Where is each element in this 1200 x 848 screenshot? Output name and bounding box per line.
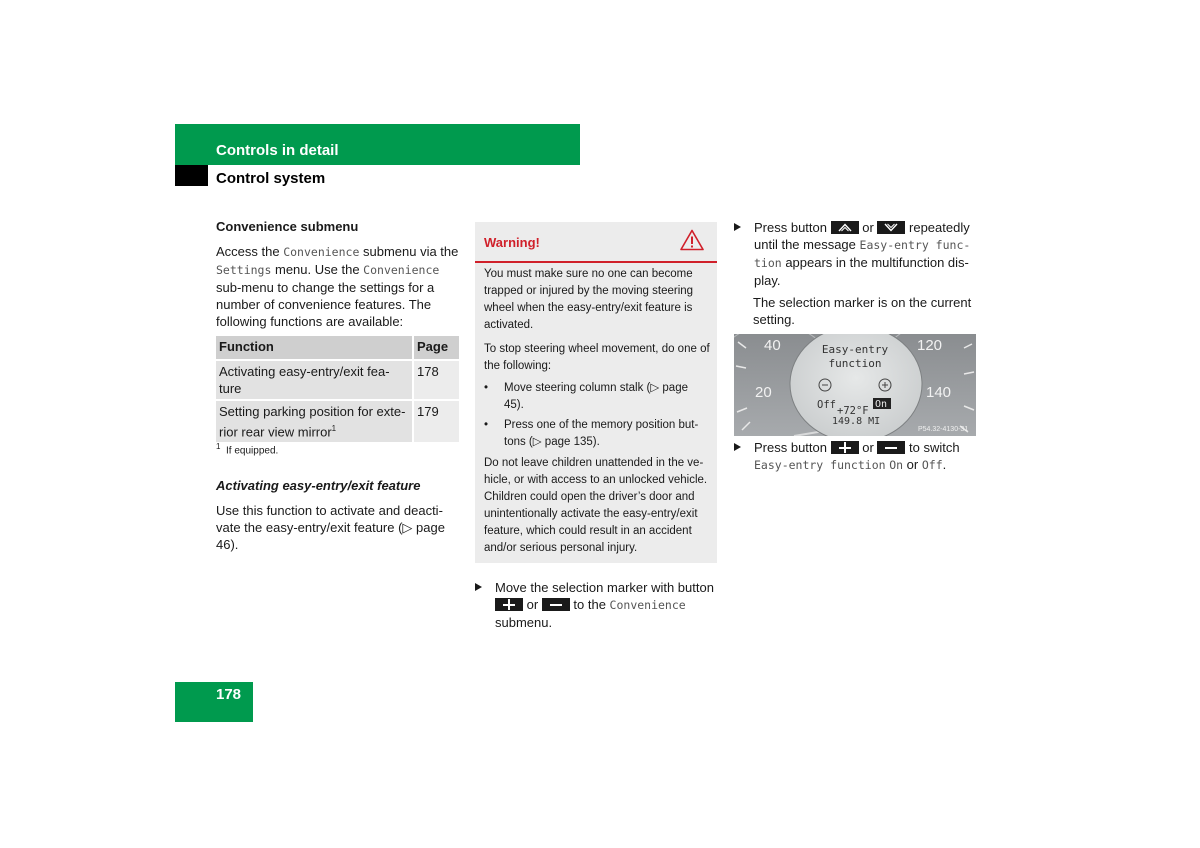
- function-table: [216, 336, 459, 442]
- minus-button-icon: [542, 598, 570, 611]
- table-cell-page: 179: [412, 399, 459, 442]
- intro-paragraph: Access the Convenience submenu via the Settings menu. Use the Convenience sub-menu to change the settings for a number of convenience features. The following functions are available:: [216, 244, 459, 329]
- step-arrow-icon: [734, 223, 741, 231]
- table-cell-function: Setting parking position for exte-rior rear view mirror$^1$: [216, 399, 412, 442]
- step-arrow-icon: [475, 583, 482, 591]
- speed-label: 20: [755, 384, 772, 401]
- page-number: 178: [216, 686, 242, 703]
- warning-title: Warning!: [484, 235, 540, 250]
- display-temperature: +72°F: [837, 405, 869, 417]
- feature-body: Use this function to activate and deacti-vate the easy-entry/exit feature (▷ page 46).: [216, 503, 445, 552]
- display-line1: Easy-entry: [821, 343, 889, 356]
- table-row: [216, 399, 459, 442]
- speed-label: 120: [917, 337, 943, 354]
- figure-code: P54.32-4130-31: [918, 426, 969, 433]
- warning-bullet: • Press one of the memory position but-tons (▷ page 135).: [484, 419, 699, 448]
- warning-paragraph: Do not leave children unattended in the ve-hicle, or with access to an unlocked vehicle. Children could open the driver’s door and unintentionally activate the easy-entry/exit feature, which could result in an accident and/or serious personal injury.: [484, 457, 708, 554]
- convenience-heading: Convenience submenu: [216, 219, 359, 234]
- up-button-icon: [831, 221, 859, 234]
- minus-button-icon: [877, 441, 905, 454]
- plus-button-icon: [831, 441, 859, 454]
- instrument-cluster-image: [734, 334, 976, 436]
- warning-triangle-icon: [680, 229, 704, 251]
- speed-label: 40: [764, 337, 781, 354]
- display-on: On: [875, 399, 888, 410]
- warning-bullet: • Move steering column stalk (▷ page 45).: [484, 382, 688, 411]
- bullet-icon: •: [484, 382, 489, 394]
- table-header-page: Page: [412, 336, 459, 359]
- table-cell-function: Activating easy-entry/exit fea-ture: [216, 359, 412, 399]
- warning-rule: [475, 261, 717, 263]
- instruction-step: Press button or to switch Easy-entry function On or Off.: [734, 439, 979, 474]
- page-number-box: [175, 682, 253, 722]
- table-header-row: [216, 336, 459, 359]
- footnote-ref: 1: [331, 424, 337, 433]
- display-off: Off: [817, 399, 836, 411]
- bullet-icon: •: [484, 419, 489, 431]
- table-header-function: Function: [216, 336, 412, 359]
- warning-paragraph: You must make sure no one can become trapped or injured by the moving steering wheel when the easy-entry/exit feature is activated.: [484, 268, 694, 331]
- feature-subheading: Activating easy-entry/exit feature: [216, 478, 421, 493]
- speed-label: 140: [926, 384, 952, 401]
- section-title: Controls in detail: [216, 142, 339, 159]
- instruction-step: Move the selection marker with button or to the Convenience submenu.: [475, 579, 715, 631]
- down-button-icon: [877, 221, 905, 234]
- display-odometer: 149.8 MI: [832, 416, 881, 427]
- instruction-step: Press button or repeatedly until the message Easy-entry func-tion appears in the multifunction dis-play.: [734, 219, 979, 289]
- plus-button-icon: [495, 598, 523, 611]
- footnote: $^1$ If equipped.: [216, 442, 279, 457]
- header-marker: [175, 165, 208, 186]
- selection-note: The selection marker is on the current setting.: [753, 295, 972, 327]
- subsection-title: Control system: [216, 170, 326, 187]
- table-row: [216, 359, 459, 399]
- warning-paragraph: To stop steering wheel movement, do one of the following:: [484, 343, 710, 372]
- step-arrow-icon: [734, 443, 741, 451]
- display-line2: function: [828, 357, 882, 370]
- table-cell-page: 178: [412, 359, 459, 399]
